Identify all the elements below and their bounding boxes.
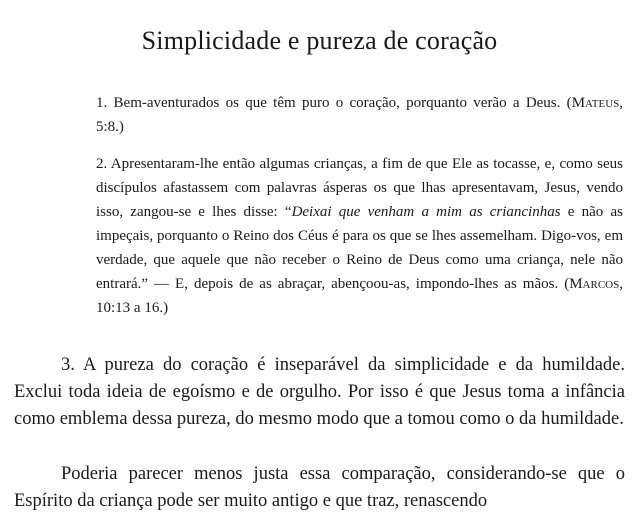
verse-1-number: 1. (96, 95, 108, 111)
verse-2 (96, 152, 623, 320)
verse-2-text-b: e não as impeçais, porquanto o Reino dos Céus é para os que se lhes assemelham. Digo-vos, em verdade, que aquele que não receber o Reino de Deus como uma criança, nele não entrará.” — E, depois de as abraçar, abençoou-as, impondo-lhes as mãos. ( (96, 204, 623, 292)
paragraph-3: 3. A pureza do coração é inseparável da simplicidade e da humildade. Exclui toda ideia de egoísmo e de orgulho. Por isso é que Jesus toma a infância como emblema dessa pureza, do mesmo modo que a tomou como o da humildade. (14, 355, 625, 429)
paragraph-4: Poderia parecer menos justa essa comparação, considerando-se que o Espírito da criança pode ser muito antigo e que traz, renascendo (14, 464, 625, 511)
verse-2-text-a: Apresentaram-lhe então algumas crianças, a fim de que Ele as tocasse, e, como seus discípulos afastassem com palavras ásperas os que lhas apresentavam, Jesus, vendo isso, zangou-se e lhes disse: “ (96, 156, 623, 220)
verse-1-reference-close: , 5:8.) (96, 95, 623, 135)
verse-1 (96, 91, 623, 139)
verse-2-italic-quote: Deixai que venham a mim as criancinhas (291, 204, 561, 220)
verse-1-reference-book: Mateus (571, 95, 620, 111)
verse-2-reference-book: Marcos (569, 276, 620, 292)
verse-2-number: 2. (96, 156, 108, 172)
page-title: Simplicidade e pureza de coração (141, 26, 498, 55)
verse-1-text: Bem-aventurados os que têm puro o coração, porquanto verão a Deus. ( (107, 95, 572, 111)
verse-2-reference-close: , 10:13 a 16.) (96, 276, 623, 316)
